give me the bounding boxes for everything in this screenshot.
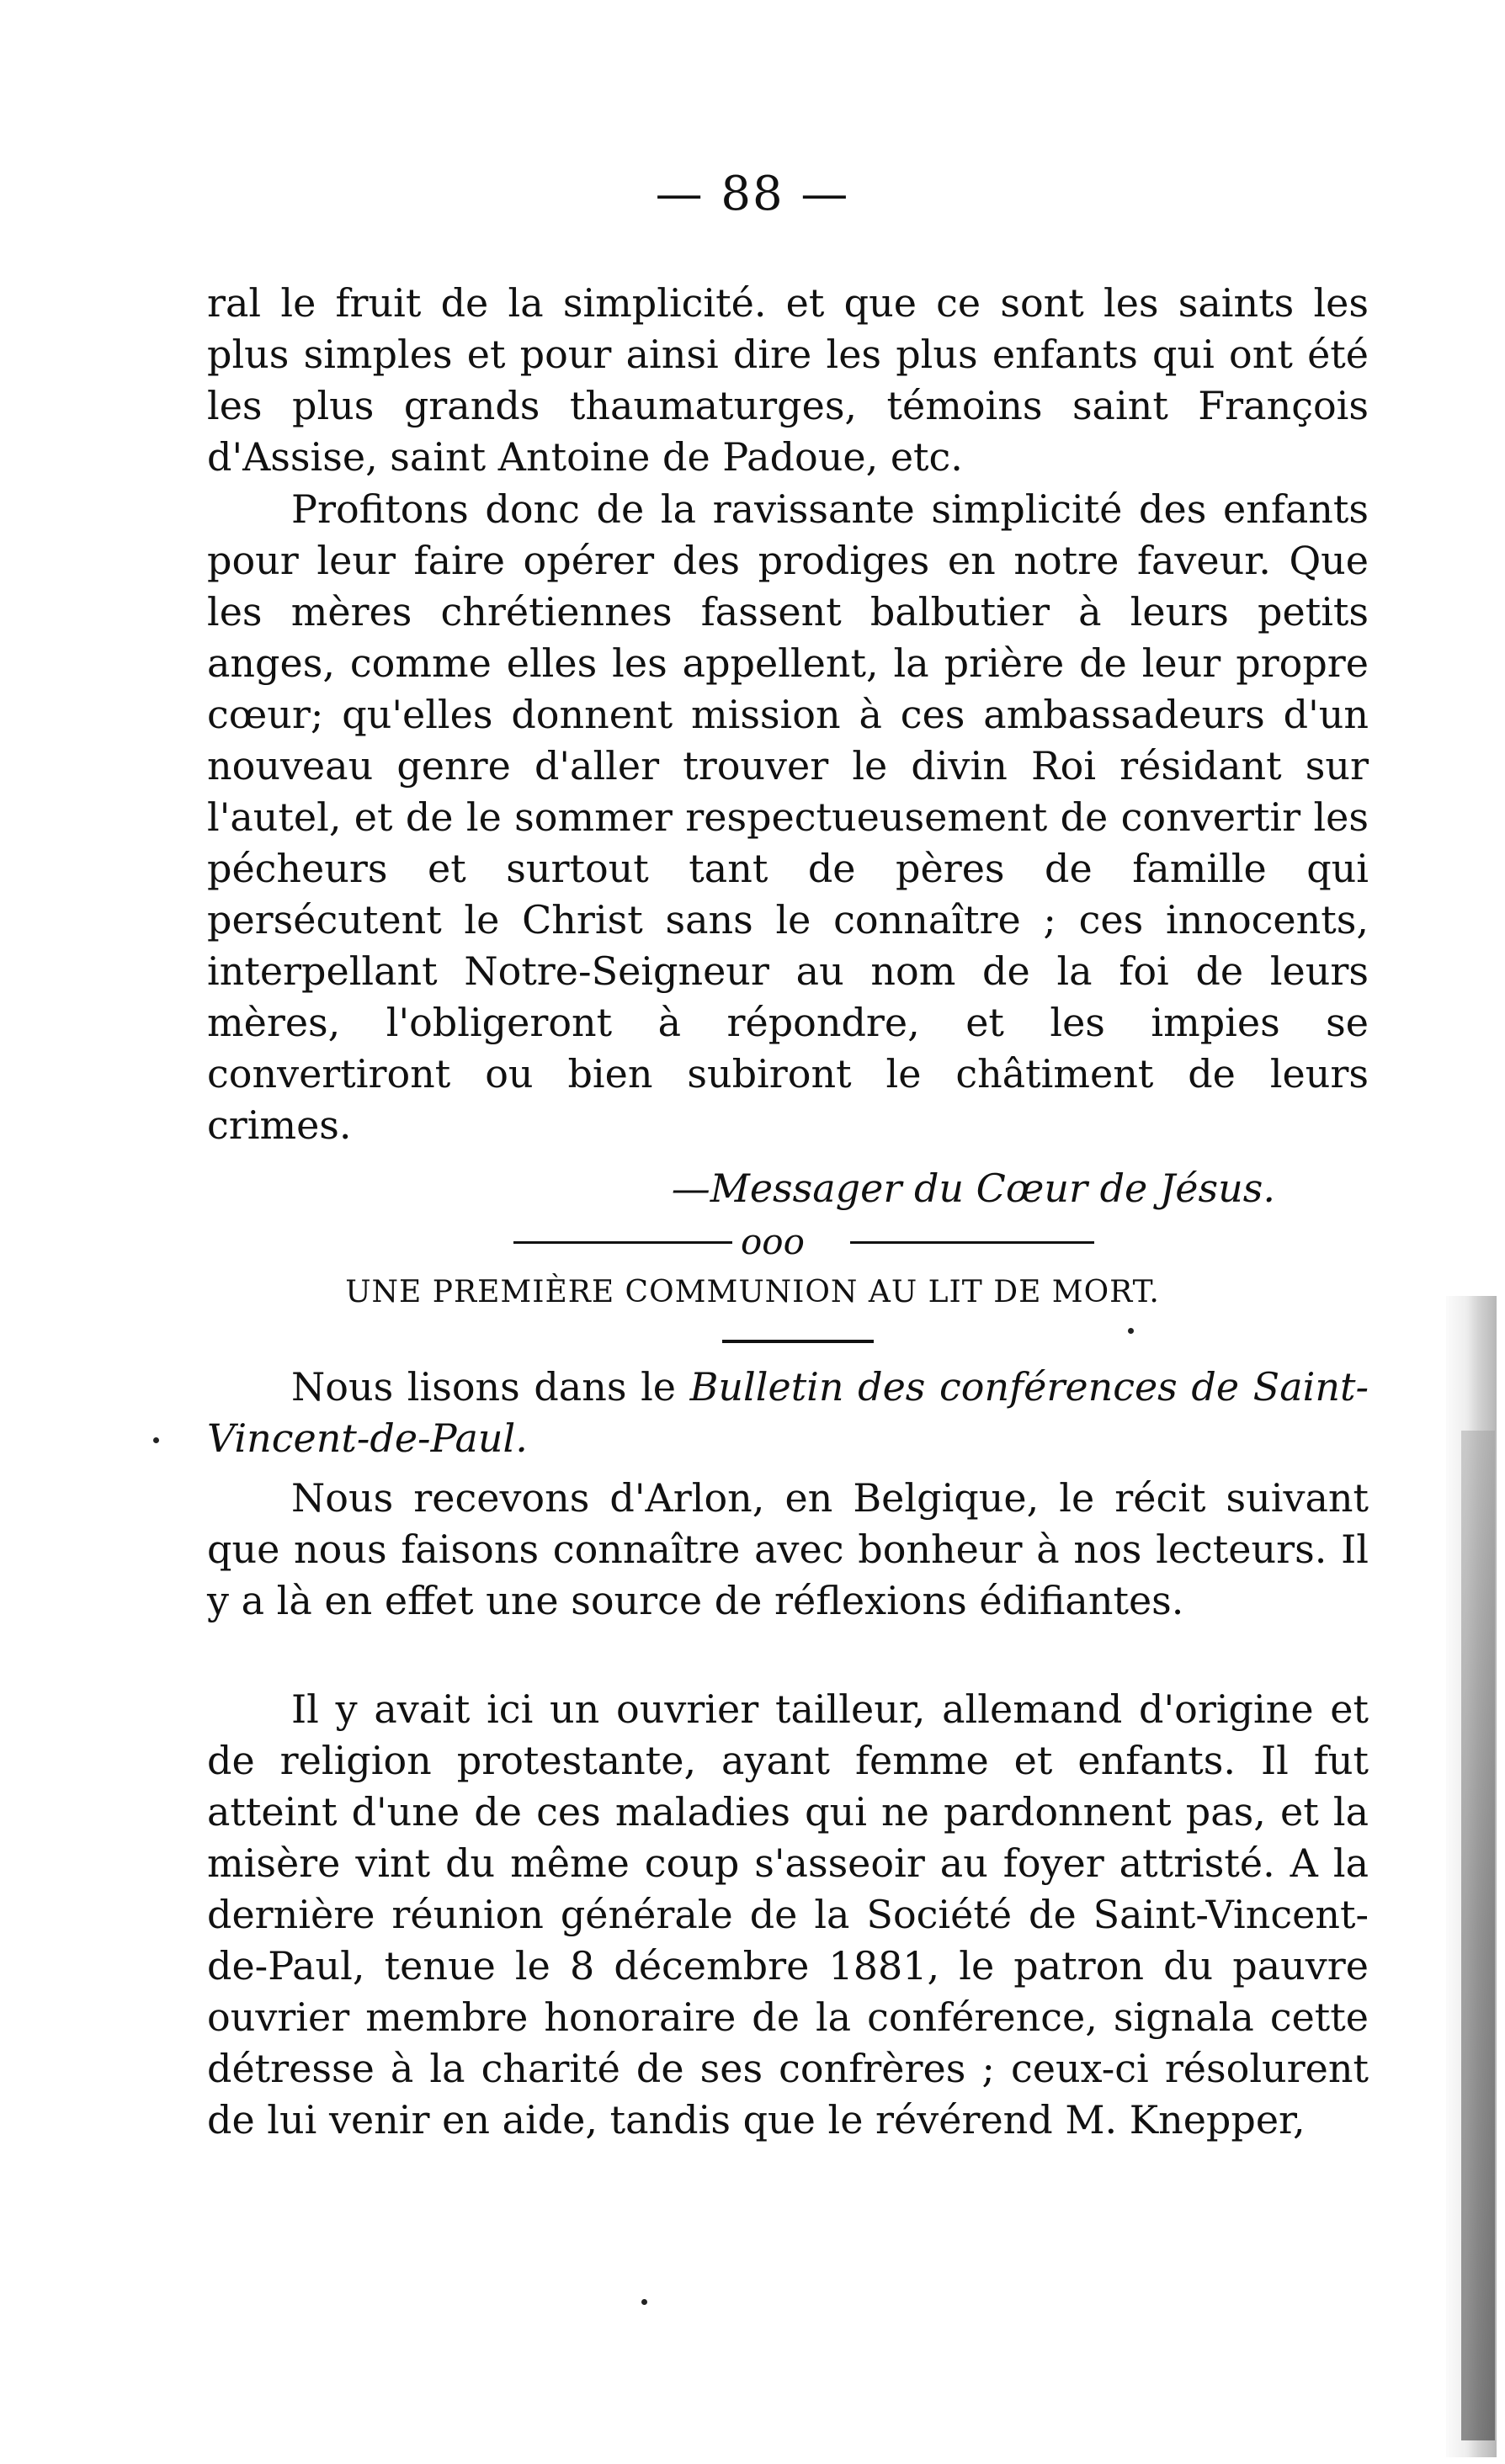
paragraph-tailleur: Il y avait ici un ouvrier tailleur, allemand d'origine et de religion protestante, ayant femme et enfants. Il fut atteint d'une de ces maladies qui ne pardonnent pas, et la misère vint du même coup s'asseoir au foyer attristé. A la dernière réunion générale de la Société de Saint-Vincent-de-Paul, tenue le 8 décembre 1881, le patron du pauvre ouvrier membre honoraire de la conférence, signala cette détresse à la charité de ses confrères ; ceux-ci résolurent de lui venir en aide, tandis que le révérend M. Knepper,	[207, 1686, 1369, 2143]
section-separator	[513, 1221, 1094, 1262]
page-edge-binding	[1461, 1431, 1495, 2440]
heading-rule	[722, 1340, 874, 1343]
bulletin-title: Bulletin des conférences de Saint-Vincent-de-Paul.	[207, 1364, 1369, 1461]
paragraph-arlon: Nous recevons d'Arlon, en Belgique, le récit suivant que nous faisons connaître avec bonheur à nos lecteurs. Il y a là en effet une source de réflexions édifiantes.	[207, 1475, 1369, 1623]
paragraph-nous-lisons-text: Nous lisons dans le	[291, 1364, 690, 1410]
page-number: — 88 —	[655, 167, 850, 221]
section-heading: UNE PREMIÈRE COMMUNION AU LIT DE MORT.	[345, 1275, 1160, 1309]
print-speck	[641, 2299, 647, 2305]
separator-ornament: ooo	[741, 1221, 805, 1262]
paragraph-nous-lisons	[207, 1362, 1369, 1464]
source-attribution: —Messager du Cœur de Jésus.	[671, 1166, 1275, 1211]
paragraph-continuation: ral le fruit de la simplicité. et que ce sont les saints les plus simples et pour ainsi dire les plus enfants qui ont été les plus grands thaumaturges, témoins saint François d'Assise, saint Antoine de Padoue, etc.	[207, 280, 1369, 480]
separator-line-right	[850, 1241, 1094, 1244]
print-speck	[153, 1437, 159, 1443]
print-speck	[1128, 1328, 1134, 1334]
paragraph-profitons: Profitons donc de la ravissante simplicité des enfants pour leur faire opérer des prodiges en notre faveur. Que les mères chrétiennes fassent balbutier à leurs petits anges, comme elles les appellent, la prière de leur propre cœur; qu'elles donnent mission à ces ambassadeurs d'un nouveau genre d'aller trouver le divin Roi résidant sur l'autel, et de le sommer respectueusement de convertir les pécheurs et surtout tant de pères de famille qui persécutent le Christ sans le connaître ; ces innocents, interpellant Notre-Seigneur au nom de la foi de leurs mères, l'obligeront à répondre, et les impies se convertiront ou bien subiront le châtiment de leurs crimes.	[207, 486, 1369, 1148]
separator-line-left	[513, 1241, 732, 1244]
